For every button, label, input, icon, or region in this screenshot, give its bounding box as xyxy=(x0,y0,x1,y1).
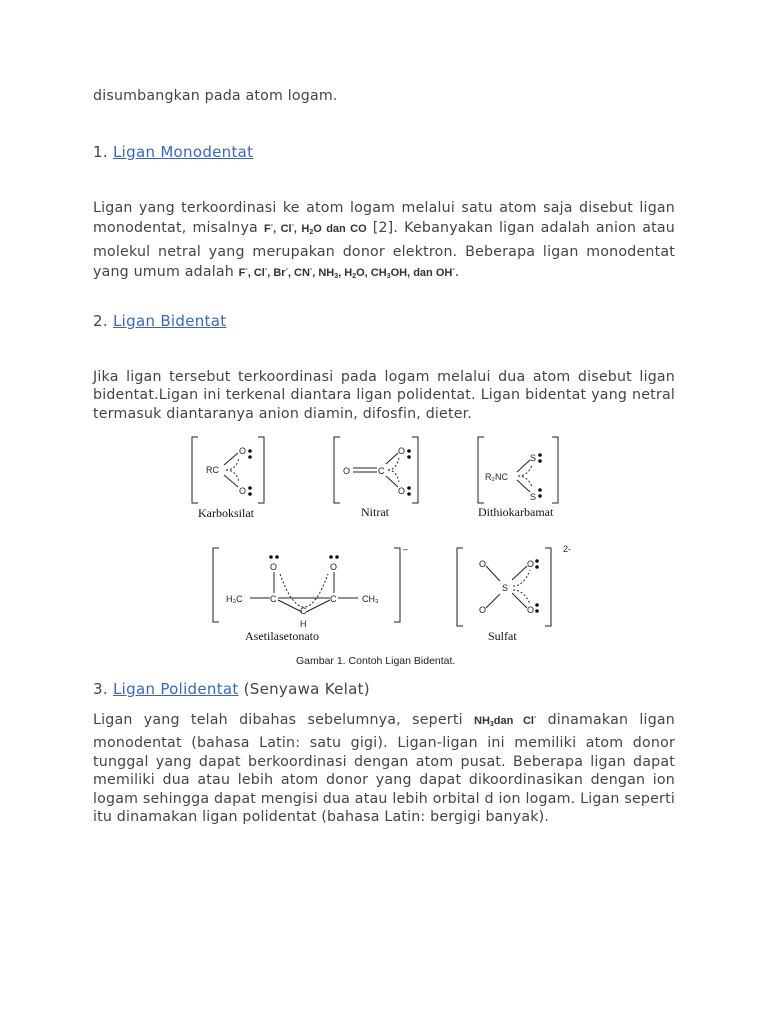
paragraph-line: memiliki dua atau lebih atom donor yang dapat dikoordinasikan dengan ion xyxy=(93,772,675,789)
karboksilat-label: Karboksilat xyxy=(198,506,254,520)
atom-label: O xyxy=(270,562,278,572)
asetilasetonato-label: Asetilasetonato xyxy=(245,629,319,643)
atom-label: O xyxy=(479,605,487,615)
text-span: monodentat, misalnya xyxy=(93,220,258,237)
paragraph-line: tunggal yang dapat berkoordinasi dengan atom pusat. Beberapa ligan dapat xyxy=(93,753,675,770)
ligan-polidentat-link[interactable]: Ligan Polidentat xyxy=(113,680,239,698)
paragraph-line: Ligan yang terkoordinasi ke atom logam melalui satu atom saja disebut ligan xyxy=(93,200,675,216)
charge-label: – xyxy=(403,544,409,554)
paragraph-line: itu dinamakan ligan polidentat (bahasa Latin: bergigi banyak). xyxy=(93,809,550,826)
atom-label: R₂NC xyxy=(485,472,508,482)
atom-label: O xyxy=(239,486,247,496)
atom-label: S xyxy=(502,583,509,593)
text-span: yang umum adalah xyxy=(93,264,234,281)
atom-label: C xyxy=(270,594,277,604)
atom-label: S xyxy=(530,453,537,463)
sulfat-label: Sulfat xyxy=(488,629,517,643)
atom-label: S xyxy=(530,492,537,502)
paragraph-line: logam sehingga dapat mengisi dua atau lebih orbital d ion logam. Ligan seperti xyxy=(93,790,675,807)
section-3-number: 3. xyxy=(93,680,108,698)
text-span: dinamakan ligan xyxy=(547,712,675,728)
sulfat-charge: 2- xyxy=(563,544,572,554)
atom-label: O xyxy=(343,466,351,476)
atom-label: CH₃ xyxy=(362,594,379,604)
atom-label: O xyxy=(479,559,487,569)
section-3-paragraph xyxy=(93,709,675,826)
section-2-number: 2. xyxy=(93,312,108,330)
text-span: [2]. Kebanyakan ligan adalah anion atau xyxy=(372,220,675,237)
section-3-title-suffix: (Senyawa Kelat) xyxy=(243,680,370,698)
asetilasetonato-structure xyxy=(213,548,400,622)
formula-ex2: F-, Cl-, Br-, CN-, $NH_3$, $H_2O$, $CH_3OH$, dan OH- xyxy=(238,266,455,281)
atom-label: C xyxy=(378,466,385,476)
text-span: . xyxy=(454,264,460,281)
section-1-number: 1. xyxy=(93,143,108,161)
paragraph-line: termasuk diantaranya anion diamin, difosfin, dieter. xyxy=(93,405,473,422)
atom-label: O xyxy=(330,562,338,572)
atom-label: RC xyxy=(206,465,219,475)
atom-label: O xyxy=(398,486,406,496)
dithiokarbamat-label: Dithiokarbamat xyxy=(478,505,554,519)
atom-label: O xyxy=(527,605,535,615)
paragraph-line: bidentat.Ligan ini terkenal diantara ligan polidentat. Ligan bidentat yang netral xyxy=(93,387,675,404)
atom-label: C xyxy=(330,594,337,604)
paragraph-line: Jika ligan tersebut terkoordinasi pada logam melalui dua atom disebut ligan xyxy=(93,369,675,385)
atom-label: O xyxy=(527,559,535,569)
atom-label: H xyxy=(300,619,307,629)
paragraph-line xyxy=(93,709,675,734)
atom-label: H₃C xyxy=(226,594,243,604)
figure-caption: Gambar 1. Contoh Ligan Bidentat. xyxy=(296,655,456,667)
nitrat-label: Nitrat xyxy=(361,505,389,519)
dithiokarbamat-structure xyxy=(478,437,558,503)
atom-label: O xyxy=(239,446,247,456)
ligan-monodentat-link[interactable]: Ligan Monodentat xyxy=(113,143,254,161)
atom-label: O xyxy=(398,446,406,456)
section-3-heading xyxy=(93,680,370,698)
paragraph-line: monodentat (bahasa Latin: satu gigi). Ligan-ligan ini memiliki atom donor xyxy=(93,735,675,752)
intro-line: disumbangkan pada atom logam. xyxy=(93,88,338,104)
text-span: Ligan yang telah dibahas sebelumnya, seperti xyxy=(93,712,463,728)
formula-ex3: $NH_3dan$ Cl- xyxy=(474,714,537,728)
karboksilat-structure xyxy=(192,437,264,503)
paragraph-line: molekul netral yang merupakan donor elektron. Beberapa ligan monodentat xyxy=(93,243,675,260)
formula-ex1: F-, Cl-, $H_2O$ dan CO xyxy=(264,222,367,237)
ligan-bidentat-link[interactable]: Ligan Bidentat xyxy=(113,312,227,330)
atom-label: C xyxy=(300,606,307,616)
